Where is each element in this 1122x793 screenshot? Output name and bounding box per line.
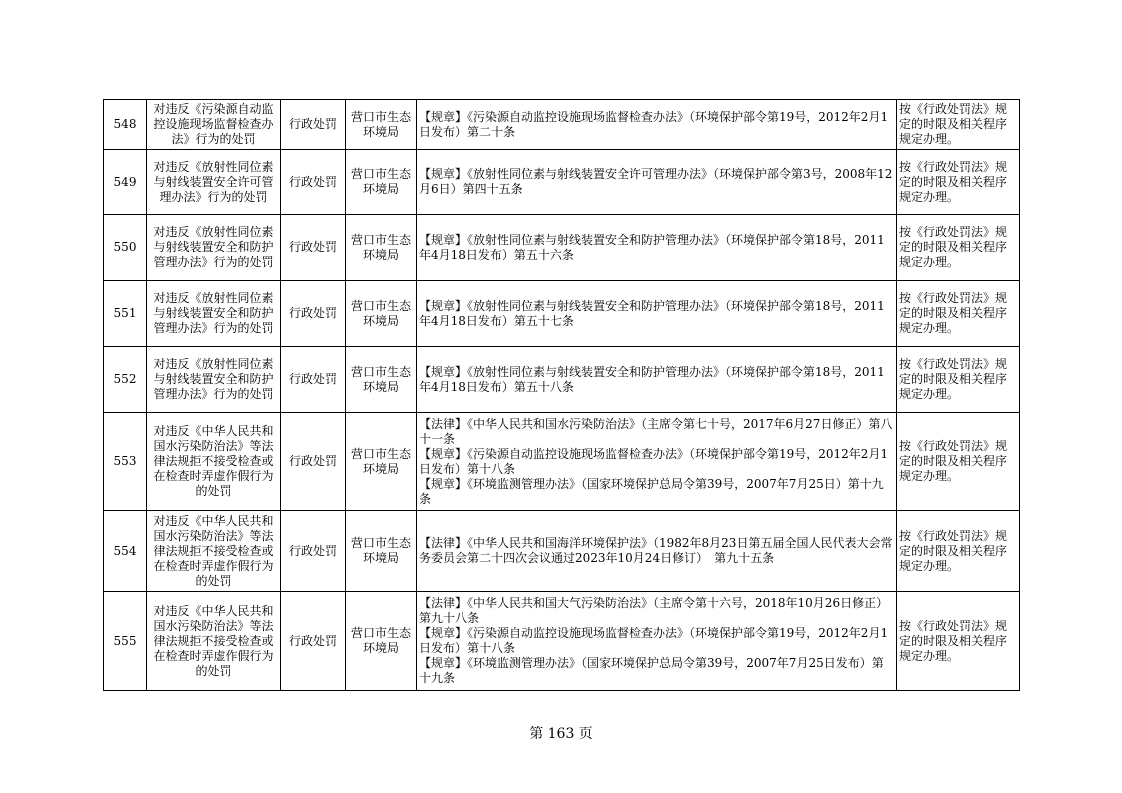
table-row <box>104 511 1020 592</box>
legal-basis-line: 【规章】《放射性同位素与射线装置安全和防护管理办法》（环境保护部令第18号，2011年4月18日发布）第五十八条 <box>419 364 885 394</box>
row-number: 553 <box>104 413 147 511</box>
procedure-cell: 按《行政处罚法》规定的时限及相关程序规定办理。 <box>897 100 1020 150</box>
row-number: 554 <box>104 511 147 592</box>
item-name-cell: 对违反《中华人民共和国水污染防治法》等法律法规拒不接受检查或在检查时弄虚作假行为的处罚 <box>147 511 281 592</box>
table-row <box>104 413 1020 511</box>
table-row <box>104 281 1020 347</box>
table-row <box>104 592 1020 691</box>
legal-basis-cell <box>417 215 897 281</box>
agency-cell: 营口市生态环境局 <box>346 511 417 592</box>
type-cell: 行政处罚 <box>281 150 346 215</box>
row-number: 551 <box>104 281 147 347</box>
legal-basis-line: 【规章】《环境监测管理办法》（国家环境保护总局令第39号，2007年7月25日）第十九条 <box>419 476 884 506</box>
table-row <box>104 100 1020 150</box>
row-number: 550 <box>104 215 147 281</box>
legal-basis-cell <box>417 100 897 150</box>
legal-basis-cell <box>417 592 897 691</box>
penalty-table <box>103 99 1020 691</box>
type-cell: 行政处罚 <box>281 511 346 592</box>
item-name-cell: 对违反《放射性同位素与射线装置安全和防护管理办法》行为的处罚 <box>147 347 281 413</box>
procedure-cell: 按《行政处罚法》规定的时限及相关程序规定办理。 <box>897 281 1020 347</box>
type-cell: 行政处罚 <box>281 592 346 691</box>
legal-basis-line: 【规章】《放射性同位素与射线装置安全许可管理办法》（环境保护部令第3号，2008年12月6日）第四十五条 <box>419 167 893 196</box>
legal-basis-line: 【规章】《放射性同位素与射线装置安全和防护管理办法》（环境保护部令第18号，2011年4月18日发布）第五十六条 <box>419 232 885 262</box>
legal-basis-cell <box>417 281 897 347</box>
legal-basis-cell <box>417 347 897 413</box>
legal-basis-cell <box>417 511 897 592</box>
legal-basis-line: 【规章】《污染源自动监控设施现场监督检查办法》（环境保护部令第19号，2012年2月1日发布）第二十条 <box>419 109 889 139</box>
procedure-cell: 按《行政处罚法》规定的时限及相关程序规定办理。 <box>897 150 1020 215</box>
row-number: 548 <box>104 100 147 150</box>
legal-basis-line: 【规章】《污染源自动监控设施现场监督检查办法》（环境保护部令第19号，2012年2月1日发布）第十八条 <box>419 626 889 655</box>
procedure-cell: 按《行政处罚法》规定的时限及相关程序规定办理。 <box>897 592 1020 691</box>
agency-cell: 营口市生态环境局 <box>346 413 417 511</box>
item-name-cell: 对违反《放射性同位素与射线装置安全和防护管理办法》行为的处罚 <box>147 215 281 281</box>
table-row <box>104 347 1020 413</box>
row-number: 549 <box>104 150 147 215</box>
table-body <box>104 100 1020 691</box>
legal-basis-line: 【法律】《中华人民共和国大气污染防治法》（主席令第十六号，2018年10月26日修正）第九十八条 <box>419 596 889 625</box>
agency-cell: 营口市生态环境局 <box>346 150 417 215</box>
type-cell: 行政处罚 <box>281 413 346 511</box>
item-name-cell: 对违反《中华人民共和国水污染防治法》等法律法规拒不接受检查或在检查时弄虚作假行为的处罚 <box>147 413 281 511</box>
procedure-cell: 按《行政处罚法》规定的时限及相关程序规定办理。 <box>897 347 1020 413</box>
row-number: 552 <box>104 347 147 413</box>
legal-basis-line: 【规章】《放射性同位素与射线装置安全和防护管理办法》（环境保护部令第18号，2011年4月18日发布）第五十七条 <box>419 298 885 328</box>
procedure-cell: 按《行政处罚法》规定的时限及相关程序规定办理。 <box>897 413 1020 511</box>
legal-basis-line: 【规章】《污染源自动监控设施现场监督检查办法》（环境保护部令第19号，2012年2月1日发布）第十八条 <box>419 446 889 476</box>
row-number: 555 <box>104 592 147 691</box>
page-number: 第 163 页 <box>529 726 593 742</box>
item-name-cell: 对违反《放射性同位素与射线装置安全许可管理办法》行为的处罚 <box>147 150 281 215</box>
agency-cell: 营口市生态环境局 <box>346 347 417 413</box>
agency-cell: 营口市生态环境局 <box>346 100 417 150</box>
legal-basis-line: 【法律】《中华人民共和国海洋环境保护法》（1982年8月23日第五届全国人民代表大会常务委员会第二十四次会议通过2023年10月24日修订） 第九十五条 <box>419 536 893 565</box>
agency-cell: 营口市生态环境局 <box>346 281 417 347</box>
type-cell: 行政处罚 <box>281 281 346 347</box>
table-row <box>104 150 1020 215</box>
legal-basis-cell <box>417 413 897 511</box>
item-name-cell: 对违反《污染源自动监控设施现场监督检查办法》行为的处罚 <box>147 100 281 150</box>
table-row <box>104 215 1020 281</box>
agency-cell: 营口市生态环境局 <box>346 215 417 281</box>
type-cell: 行政处罚 <box>281 215 346 281</box>
item-name-cell: 对违反《中华人民共和国水污染防治法》等法律法规拒不接受检查或在检查时弄虚作假行为的处罚 <box>147 592 281 691</box>
procedure-cell: 按《行政处罚法》规定的时限及相关程序规定办理。 <box>897 511 1020 592</box>
type-cell: 行政处罚 <box>281 100 346 150</box>
legal-basis-cell <box>417 150 897 215</box>
agency-cell: 营口市生态环境局 <box>346 592 417 691</box>
legal-basis-line: 【规章】《环境监测管理办法》（国家环境保护总局令第39号，2007年7月25日发布）第十九条 <box>419 656 884 685</box>
type-cell: 行政处罚 <box>281 347 346 413</box>
legal-basis-line: 【法律】《中华人民共和国水污染防治法》（主席令第七十号，2017年6月27日修正）第八十一条 <box>419 416 893 446</box>
item-name-cell: 对违反《放射性同位素与射线装置安全和防护管理办法》行为的处罚 <box>147 281 281 347</box>
procedure-cell: 按《行政处罚法》规定的时限及相关程序规定办理。 <box>897 215 1020 281</box>
